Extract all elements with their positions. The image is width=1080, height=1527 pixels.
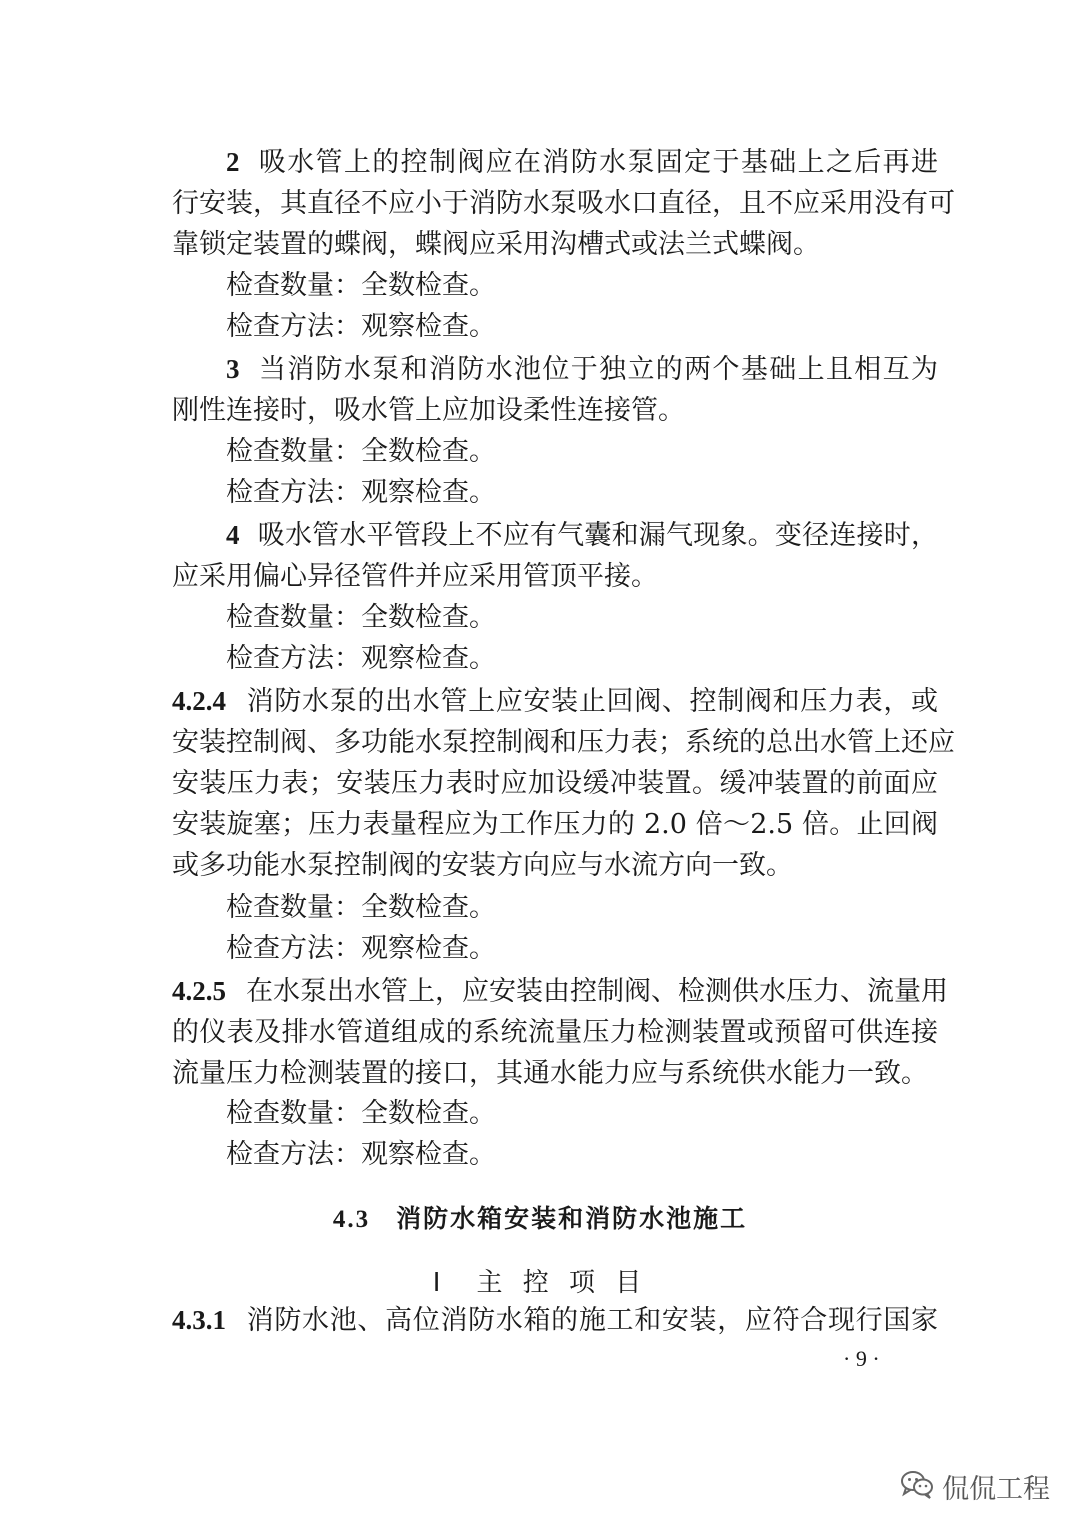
clause-4-2-4-line-3: 安装压力表；安装压力表时应加设缓冲装置。缓冲装置的前面应: [172, 768, 938, 799]
subsection-heading: Ⅰ 主 控 项 目: [432, 1268, 648, 1298]
section-heading: 4.3 消防水箱安装和消防水池施工: [332, 1204, 748, 1233]
clause-4-2-4-line-2: 安装控制阀、多功能水泵控制阀和压力表；系统的总出水管上还应: [172, 727, 955, 758]
item-3-line-2: 刚性连接时，吸水管上应加设柔性连接管。: [172, 395, 685, 426]
check-method: 检查方法：观察检查。: [226, 643, 496, 674]
item-number: 2: [226, 147, 240, 177]
watermark: [900, 1466, 1050, 1506]
check-method: 检查方法：观察检查。: [226, 1139, 496, 1170]
check-method: 检查方法：观察检查。: [226, 311, 496, 342]
item-3-line-1: 3 当消防水泵和消防水池位于独立的两个基础上且相互为: [226, 354, 938, 385]
check-quantity: 检查数量：全数检查。: [226, 602, 496, 633]
clause-4-2-5-line-1: 4.2.5 在水泵出水管上，应安装由控制阀、检测供水压力、流量用: [172, 976, 948, 1007]
clause-number: 4.2.5: [172, 976, 226, 1006]
clause-4-3-1-line-1: 4.3.1 消防水池、高位消防水箱的施工和安装，应符合现行国家: [172, 1305, 938, 1336]
check-method: 检查方法：观察检查。: [226, 477, 496, 508]
item-4-line-2: 应采用偏心异径管件并应采用管顶平接。: [172, 561, 658, 592]
check-quantity: 检查数量：全数检查。: [226, 270, 496, 301]
item-number: 4: [226, 520, 240, 550]
page-number: · 9 ·: [843, 1346, 880, 1371]
check-quantity: 检查数量：全数检查。: [226, 892, 496, 923]
clause-number: 4.2.4: [172, 686, 226, 716]
clause-number: 4.3.1: [172, 1305, 226, 1335]
item-2-line-3: 靠锁定装置的蝶阀，蝶阀应采用沟槽式或法兰式蝶阀。: [172, 229, 820, 260]
watermark-text: 侃侃工程: [942, 1473, 1050, 1505]
clause-4-2-5-line-2: 的仪表及排水管道组成的系统流量压力检测装置或预留可供连接: [172, 1017, 938, 1048]
clause-4-2-4-line-4: 安装旋塞；压力表量程应为工作压力的 2.0 倍～2.5 倍。止回阀: [172, 809, 938, 840]
item-4-line-1: 4 吸水管水平管段上不应有气囊和漏气现象。变径连接时，: [226, 520, 938, 551]
item-2-line-1: 2 吸水管上的控制阀应在消防水泵固定于基础上之后再进: [226, 147, 938, 178]
item-2-line-2: 行安装，其直径不应小于消防水泵吸水口直径，且不应采用没有可: [172, 188, 955, 219]
check-quantity: 检查数量：全数检查。: [226, 1098, 496, 1129]
wechat-icon: [900, 1469, 934, 1503]
check-quantity: 检查数量：全数检查。: [226, 436, 496, 467]
item-number: 3: [226, 354, 240, 384]
clause-4-2-5-line-3: 流量压力检测装置的接口，其通水能力应与系统供水能力一致。: [172, 1058, 928, 1089]
clause-4-2-4-line-5: 或多功能水泵控制阀的安装方向应与水流方向一致。: [172, 850, 793, 881]
check-method: 检查方法：观察检查。: [226, 933, 496, 964]
clause-4-2-4-line-1: 4.2.4 消防水泵的出水管上应安装止回阀、控制阀和压力表，或: [172, 686, 938, 717]
